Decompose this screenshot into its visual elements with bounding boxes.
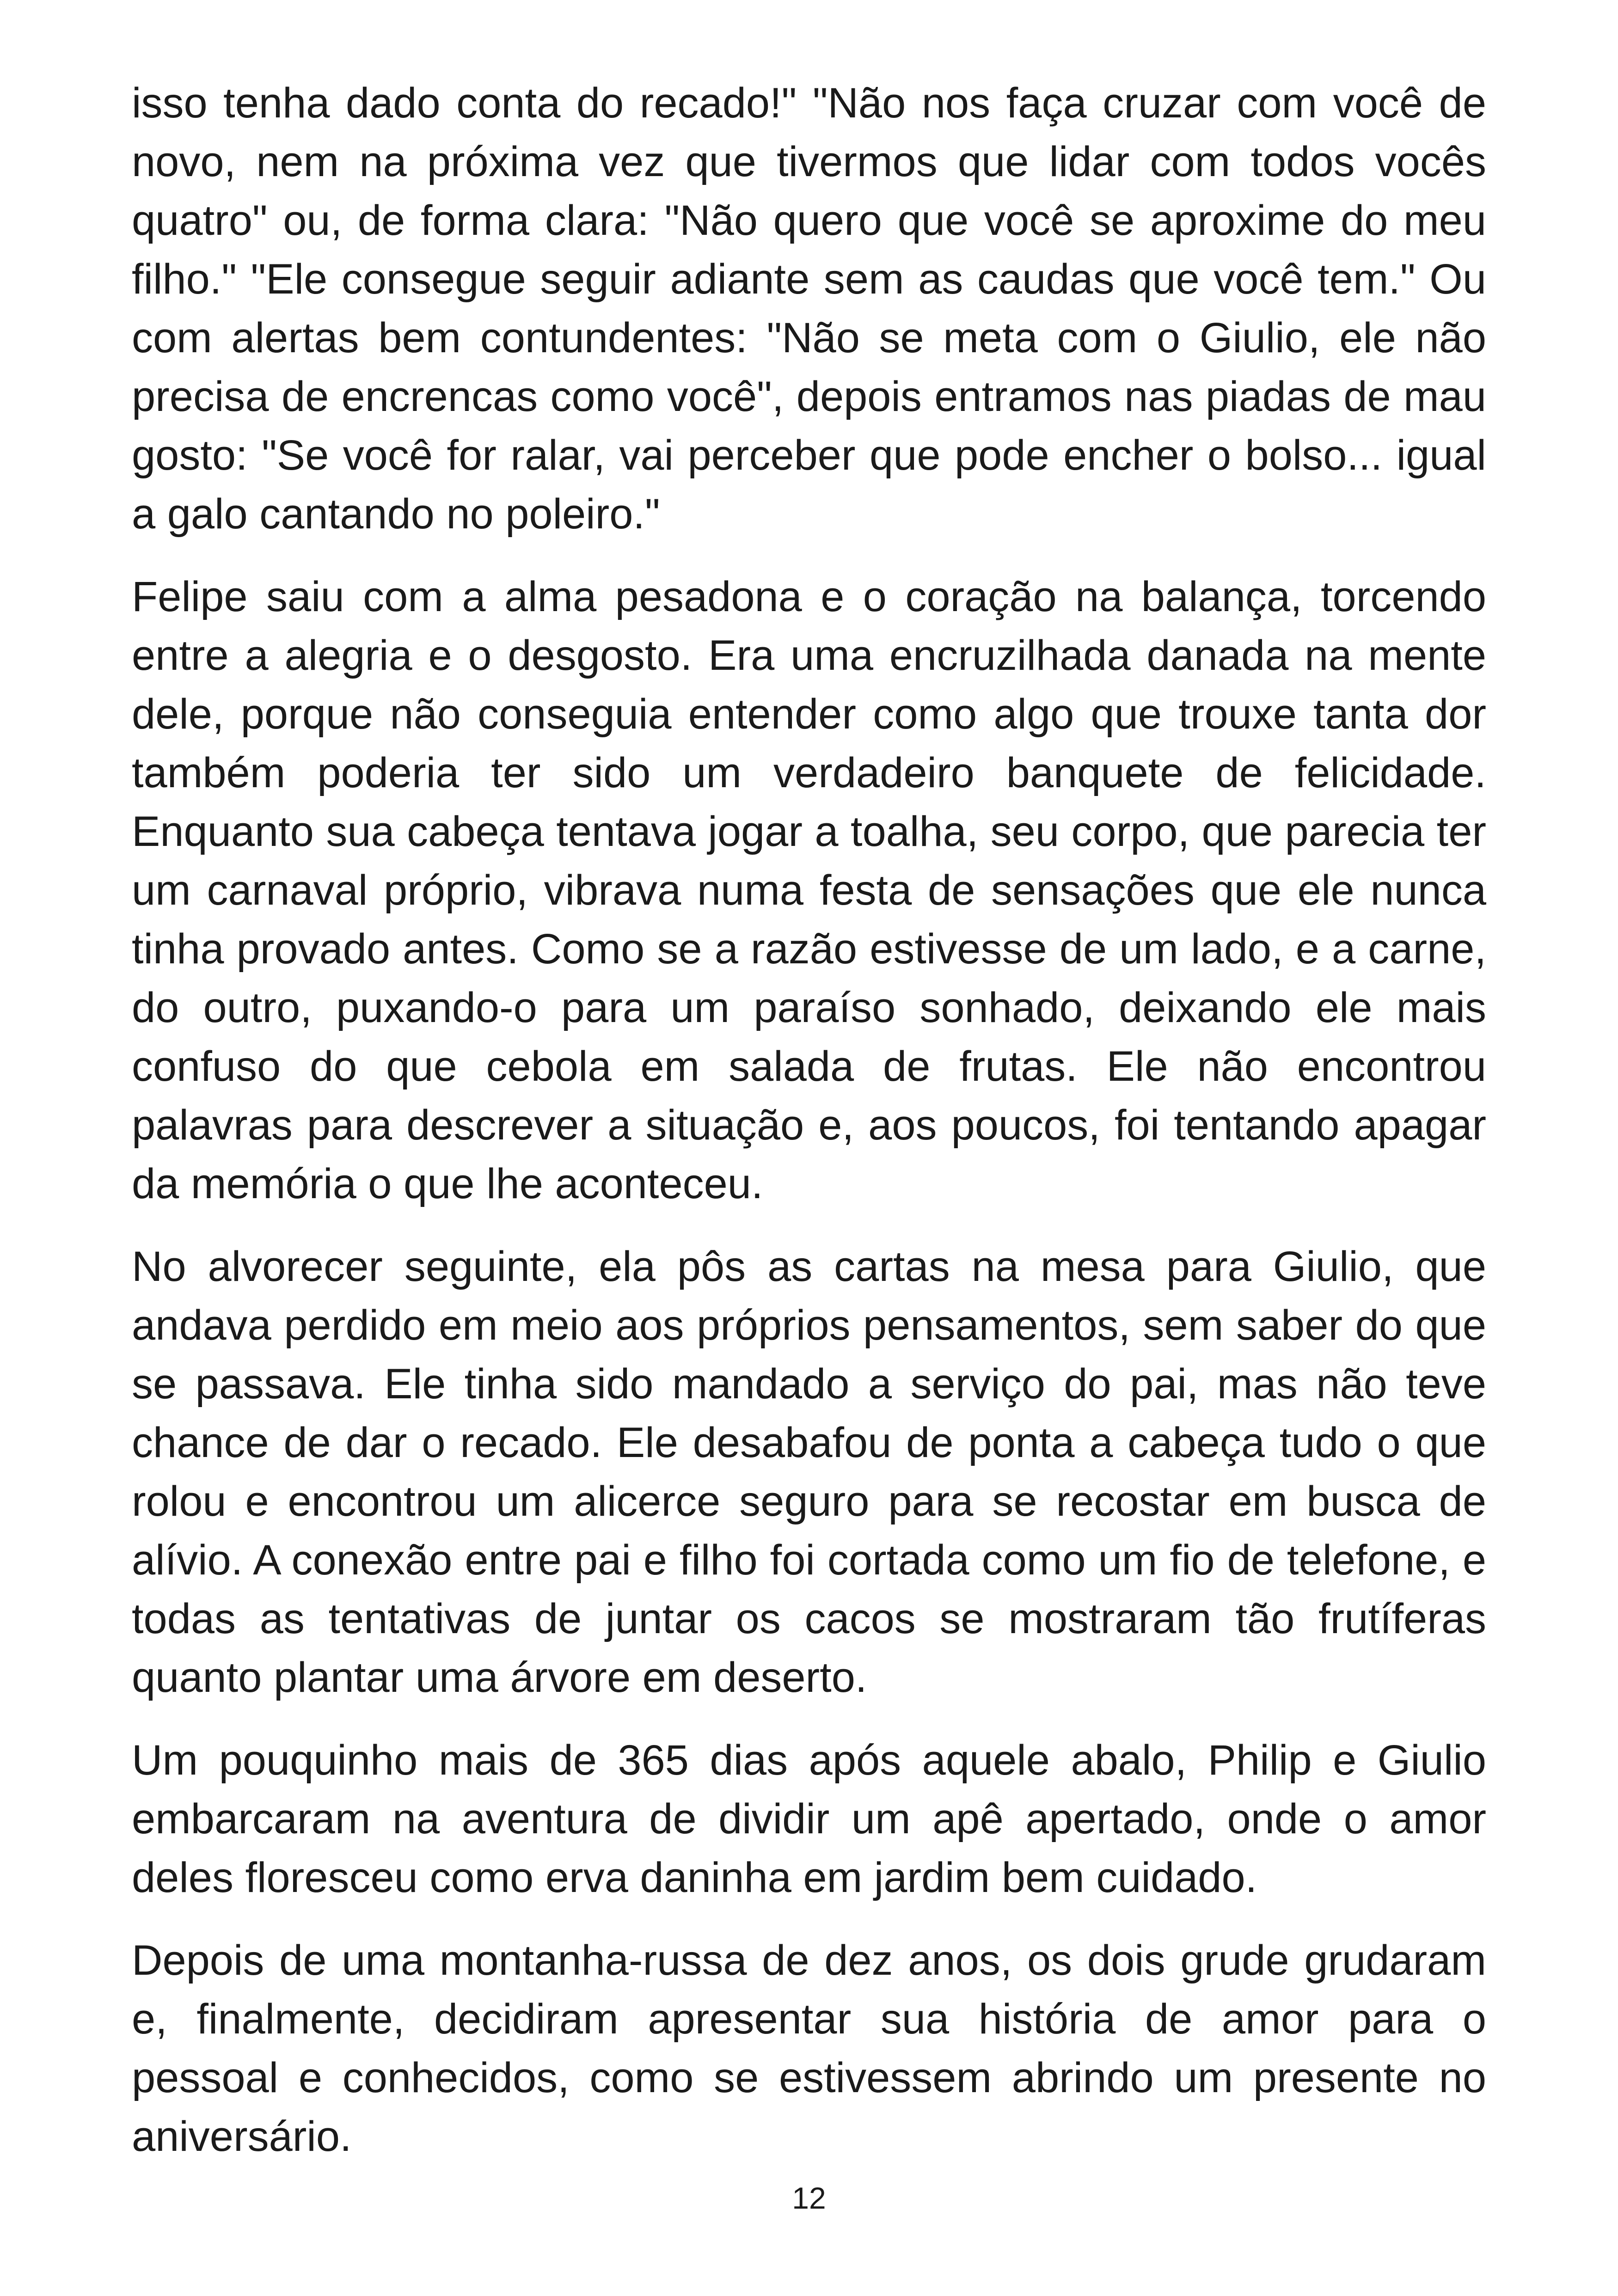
paragraph-2: Felipe saiu com a alma pesadona e o coração na balança, torcendo entre a alegria e o desgosto. Era uma encruzilhada danada na mente dele, porque não conseguia entender como algo que trouxe tanta dor também poderia ter sido um verdadeiro banquete de felicidade. Enquanto sua cabeça tentava jogar a toalha, seu corpo, que parecia ter um carnaval próprio, vibrava numa festa de sensações que ele nunca tinha provado antes. Como se a razão estivesse de um lado, e a carne, do outro, puxando-o para um paraíso sonhado, deixando ele mais confuso do que cebola em salada de frutas. Ele não encontrou palavras para descrever a situação e, aos poucos, foi tentando apagar da memória o que lhe aconteceu. <box>132 573 1486 1207</box>
paragraph-3: No alvorecer seguinte, ela pôs as cartas na mesa para Giulio, que andava perdido em meio aos próprios pensamentos, sem saber do que se passava. Ele tinha sido mandado a serviço do pai, mas não teve chance de dar o recado. Ele desabafou de ponta a cabeça tudo o que rolou e encontrou um alicerce seguro para se recostar em busca de alívio. A conexão entre pai e filho foi cortada como um fio de telefone, e todas as tentativas de juntar os cacos se mostraram tão frutíferas quanto plantar uma árvore em deserto. <box>132 1243 1486 1701</box>
page-number: 12 <box>792 2181 826 2215</box>
paragraph-4: Um pouquinho mais de 365 dias após aquele abalo, Philip e Giulio embarcaram na aventura de dividir um apê apertado, onde o amor deles floresceu como erva daninha em jardim bem cuidado. <box>132 1737 1486 1901</box>
paragraph-5: Depois de uma montanha-russa de dez anos, os dois grude grudaram e, finalmente, decidiram apresentar sua história de amor para o pessoal e conhecidos, como se estivessem abrindo um presente no aniversário. <box>132 1937 1486 2160</box>
body-text <box>132 74 1486 2190</box>
paragraph-1: isso tenha dado conta do recado!" "Não nos faça cruzar com você de novo, nem na próxima vez que tivermos que lidar com todos vocês quatro" ou, de forma clara: "Não quero que você se aproxime do meu filho." "Ele consegue seguir adiante sem as caudas que você tem." Ou com alertas bem contundentes: "Não se meta com o Giulio, ele não precisa de encrencas como você", depois entramos nas piadas de mau gosto: "Se você for ralar, vai perceber que pode encher o bolso... igual a galo cantando no poleiro." <box>132 80 1486 538</box>
